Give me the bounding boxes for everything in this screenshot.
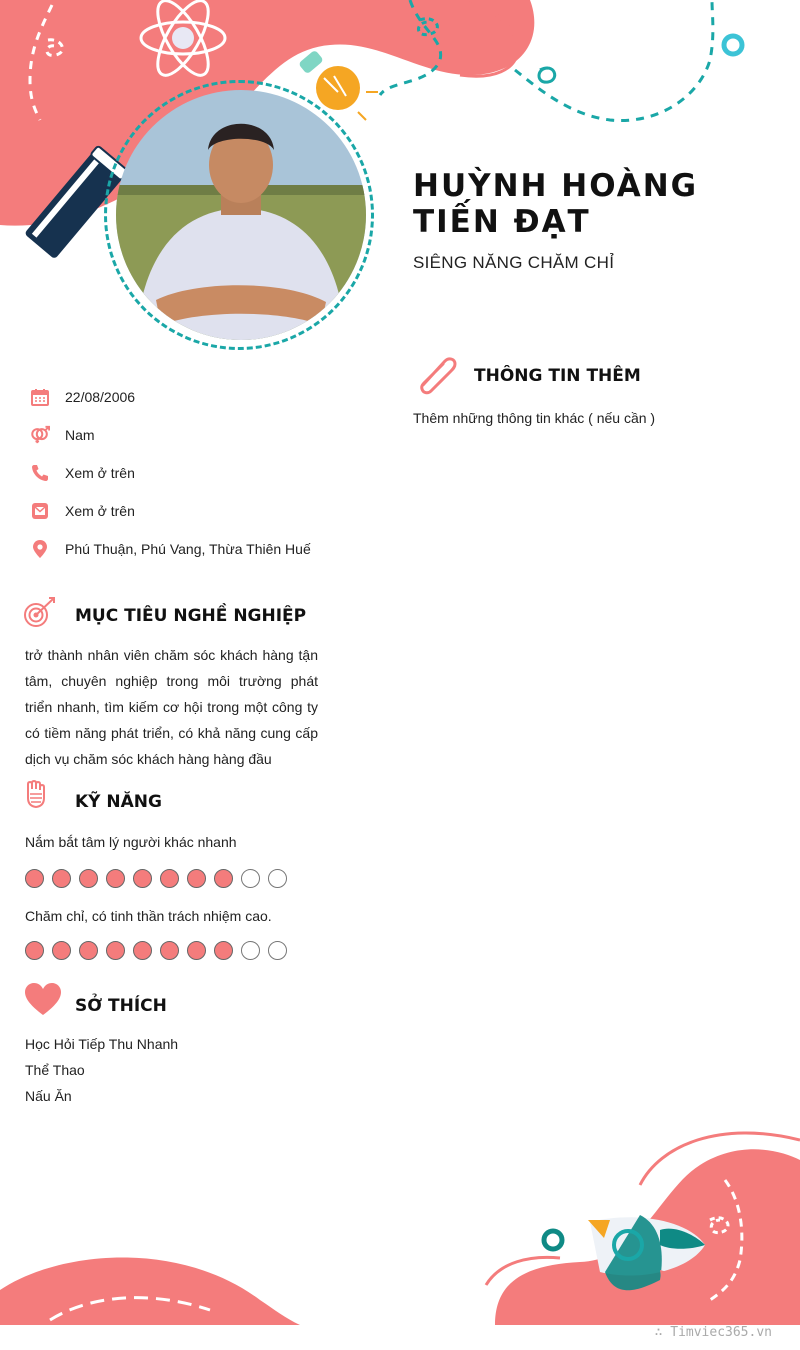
candidate-tagline: SIÊNG NĂNG CHĂM CHỈ	[413, 253, 615, 272]
paperclip-icon	[415, 355, 459, 395]
rating-dot-filled	[160, 869, 179, 888]
rating-dot-filled	[214, 941, 233, 960]
hobby-list	[25, 1031, 178, 1109]
email-value: Xem ở trên	[65, 503, 135, 519]
email-icon	[30, 501, 50, 521]
rating-dot-empty	[268, 941, 287, 960]
calendar-icon	[30, 387, 50, 407]
contact-gender	[30, 424, 95, 446]
birthdate-value: 22/08/2006	[65, 389, 136, 405]
extra-info-title: THÔNG TIN THÊM	[474, 366, 641, 386]
rating-dot-filled	[214, 869, 233, 888]
location-pin-icon	[30, 539, 50, 559]
bottom-left-coral-blob	[0, 1258, 300, 1326]
rating-dot-filled	[52, 869, 71, 888]
hobby-item: Nấu Ăn	[25, 1088, 72, 1104]
avatar-photo	[116, 90, 366, 340]
skill-name: Nắm bắt tâm lý người khác nhanh	[25, 834, 237, 850]
skill-name: Chăm chỉ, có tinh thần trách nhiệm cao.	[25, 908, 272, 924]
rating-dot-filled	[25, 941, 44, 960]
rating-dot-filled	[52, 941, 71, 960]
rating-dot-empty	[241, 941, 260, 960]
rating-dot-empty	[241, 869, 260, 888]
rating-dot-filled	[106, 869, 125, 888]
phone-value: Xem ở trên	[65, 465, 135, 481]
rating-dot-empty	[268, 869, 287, 888]
address-value: Phú Thuận, Phú Vang, Thừa Thiên Huế	[65, 541, 311, 557]
watermark: ∴ Timviec365.vn	[654, 1325, 772, 1340]
hand-icon	[25, 780, 47, 810]
teal-ring	[724, 36, 742, 54]
rating-dot-filled	[79, 941, 98, 960]
rating-dot-filled	[160, 941, 179, 960]
candidate-name: HUỲNH HOÀNG TIẾN ĐẠT	[413, 168, 699, 240]
objective-title: MỤC TIÊU NGHỀ NGHIỆP	[75, 606, 307, 626]
gender-value: Nam	[65, 427, 95, 443]
rating-dot-filled	[187, 869, 206, 888]
avatar	[116, 90, 366, 340]
contact-birthdate	[30, 386, 136, 408]
rating-dot-filled	[133, 869, 152, 888]
target-icon	[23, 597, 57, 629]
hobbies-title: SỞ THÍCH	[75, 996, 167, 1016]
hobby-item: Thể Thao	[25, 1062, 85, 1078]
skill-rating	[25, 869, 287, 888]
heart-icon	[25, 983, 61, 1017]
skill-rating	[25, 941, 287, 960]
hobby-item: Học Hỏi Tiếp Thu Nhanh	[25, 1036, 179, 1052]
objective-text: trở thành nhân viên chăm sóc khách hàng tận tâm, chuyên nghiệp trong môi trường phát triển nhanh, tìm kiếm cơ hội trong một công ty có tiềm năng phát triển, có khả năng cung cấp dịch vụ chăm sóc khách hàng hàng đầu	[25, 647, 318, 767]
contact-address	[30, 538, 311, 560]
gender-icon	[30, 425, 50, 445]
rating-dot-filled	[187, 941, 206, 960]
contact-email	[30, 500, 135, 522]
rating-dot-filled	[106, 941, 125, 960]
dashed-curl-right	[515, 0, 713, 121]
extra-info-text: Thêm những thông tin khác ( nếu cần )	[413, 410, 656, 426]
rating-dot-filled	[79, 869, 98, 888]
rating-dot-filled	[133, 941, 152, 960]
rating-dot-filled	[25, 869, 44, 888]
skills-title: KỸ NĂNG	[75, 792, 162, 812]
contact-phone	[30, 462, 135, 484]
phone-icon	[30, 463, 50, 483]
